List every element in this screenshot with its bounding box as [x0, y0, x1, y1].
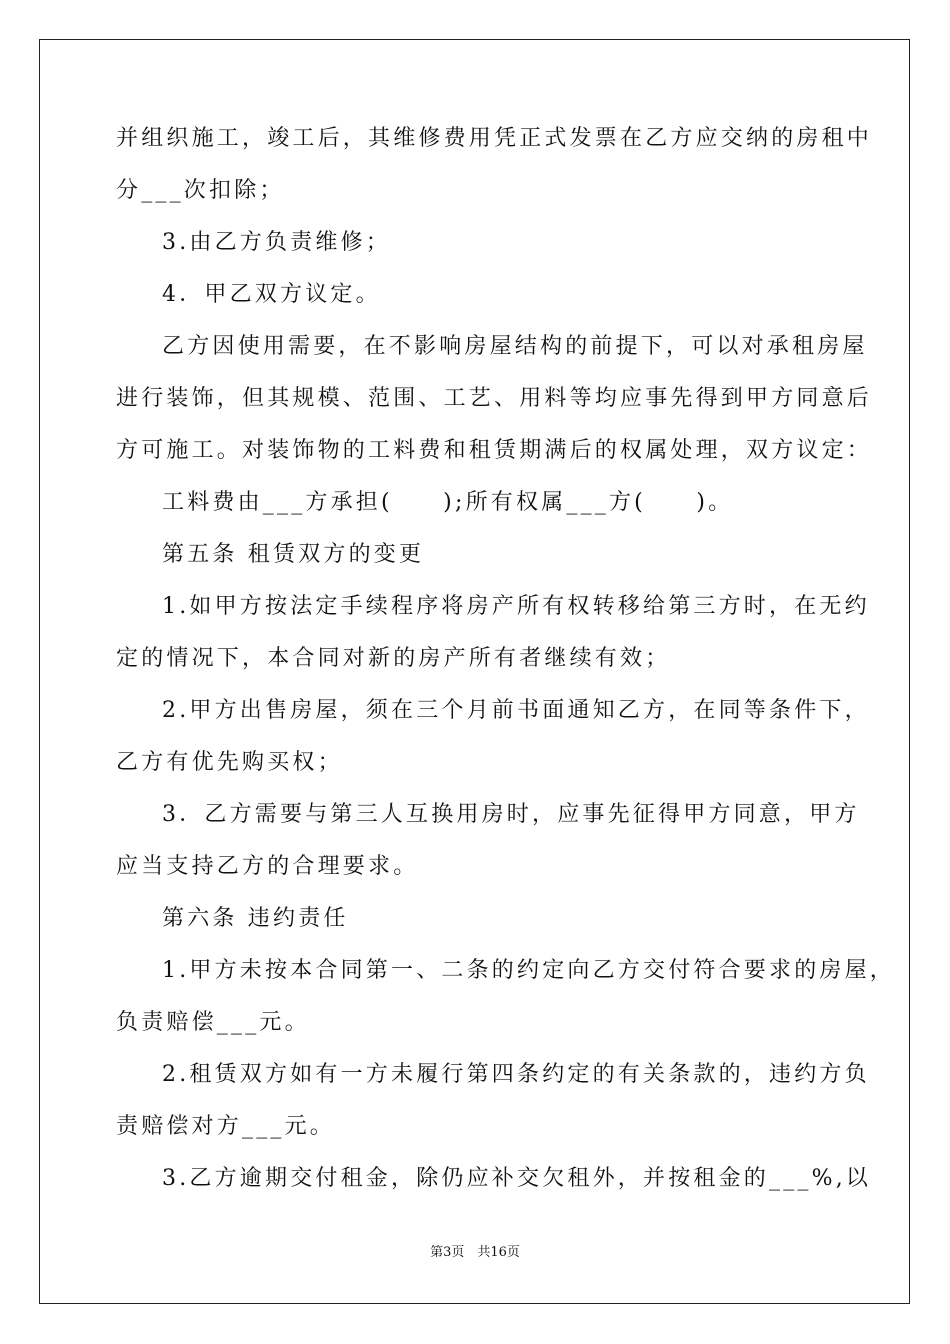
section-heading: 第六条 违约责任 [162, 906, 349, 931]
page-number: 第3页 共16页 [430, 1245, 520, 1260]
text-line: 1.甲方未按本合同第一、二条的约定向乙方交付符合要求的房屋， [162, 958, 895, 983]
text-line: 分___次扣除； [116, 178, 285, 203]
text-line: 应当支持乙方的合理要求。 [116, 854, 419, 879]
text-line: 2.租赁双方如有一方未履行第四条约定的有关条款的，违约方负 [162, 1062, 870, 1087]
text-line: 并组织施工，竣工后，其维修费用凭正式发票在乙方应交纳的房租中 [116, 126, 873, 151]
text-line: 4．甲乙双方议定。 [162, 282, 381, 307]
text-line: 3.乙方逾期交付租金，除仍应补交欠租外，并按租金的___%,以 [162, 1166, 872, 1191]
text-line: 3.由乙方负责维修； [162, 230, 391, 255]
text-line: 乙方有优先购买权； [116, 750, 343, 775]
text-line: 责赔偿对方___元。 [116, 1114, 336, 1139]
text-line: 乙方因使用需要，在不影响房屋结构的前提下，可以对承租房屋 [162, 334, 868, 359]
text-line: 1.如甲方按法定手续程序将房产所有权转移给第三方时，在无约 [162, 594, 870, 619]
text-line: 工料费由___方承担( );所有权属___方( )。 [162, 490, 734, 515]
text-line: 3．乙方需要与第三人互换用房时，应事先征得甲方同意，甲方 [162, 802, 860, 827]
text-line: 2.甲方出售房屋，须在三个月前书面通知乙方，在同等条件下， [162, 698, 870, 723]
section-heading: 第五条 租赁双方的变更 [162, 542, 425, 567]
text-line: 定的情况下，本合同对新的房产所有者继续有效； [116, 646, 671, 671]
text-line: 方可施工。对装饰物的工料费和租赁期满后的权属处理，双方议定： [116, 438, 873, 463]
text-line: 进行装饰，但其规模、范围、工艺、用料等均应事先得到甲方同意后 [116, 386, 873, 411]
text-line: 负责赔偿___元。 [116, 1010, 310, 1035]
